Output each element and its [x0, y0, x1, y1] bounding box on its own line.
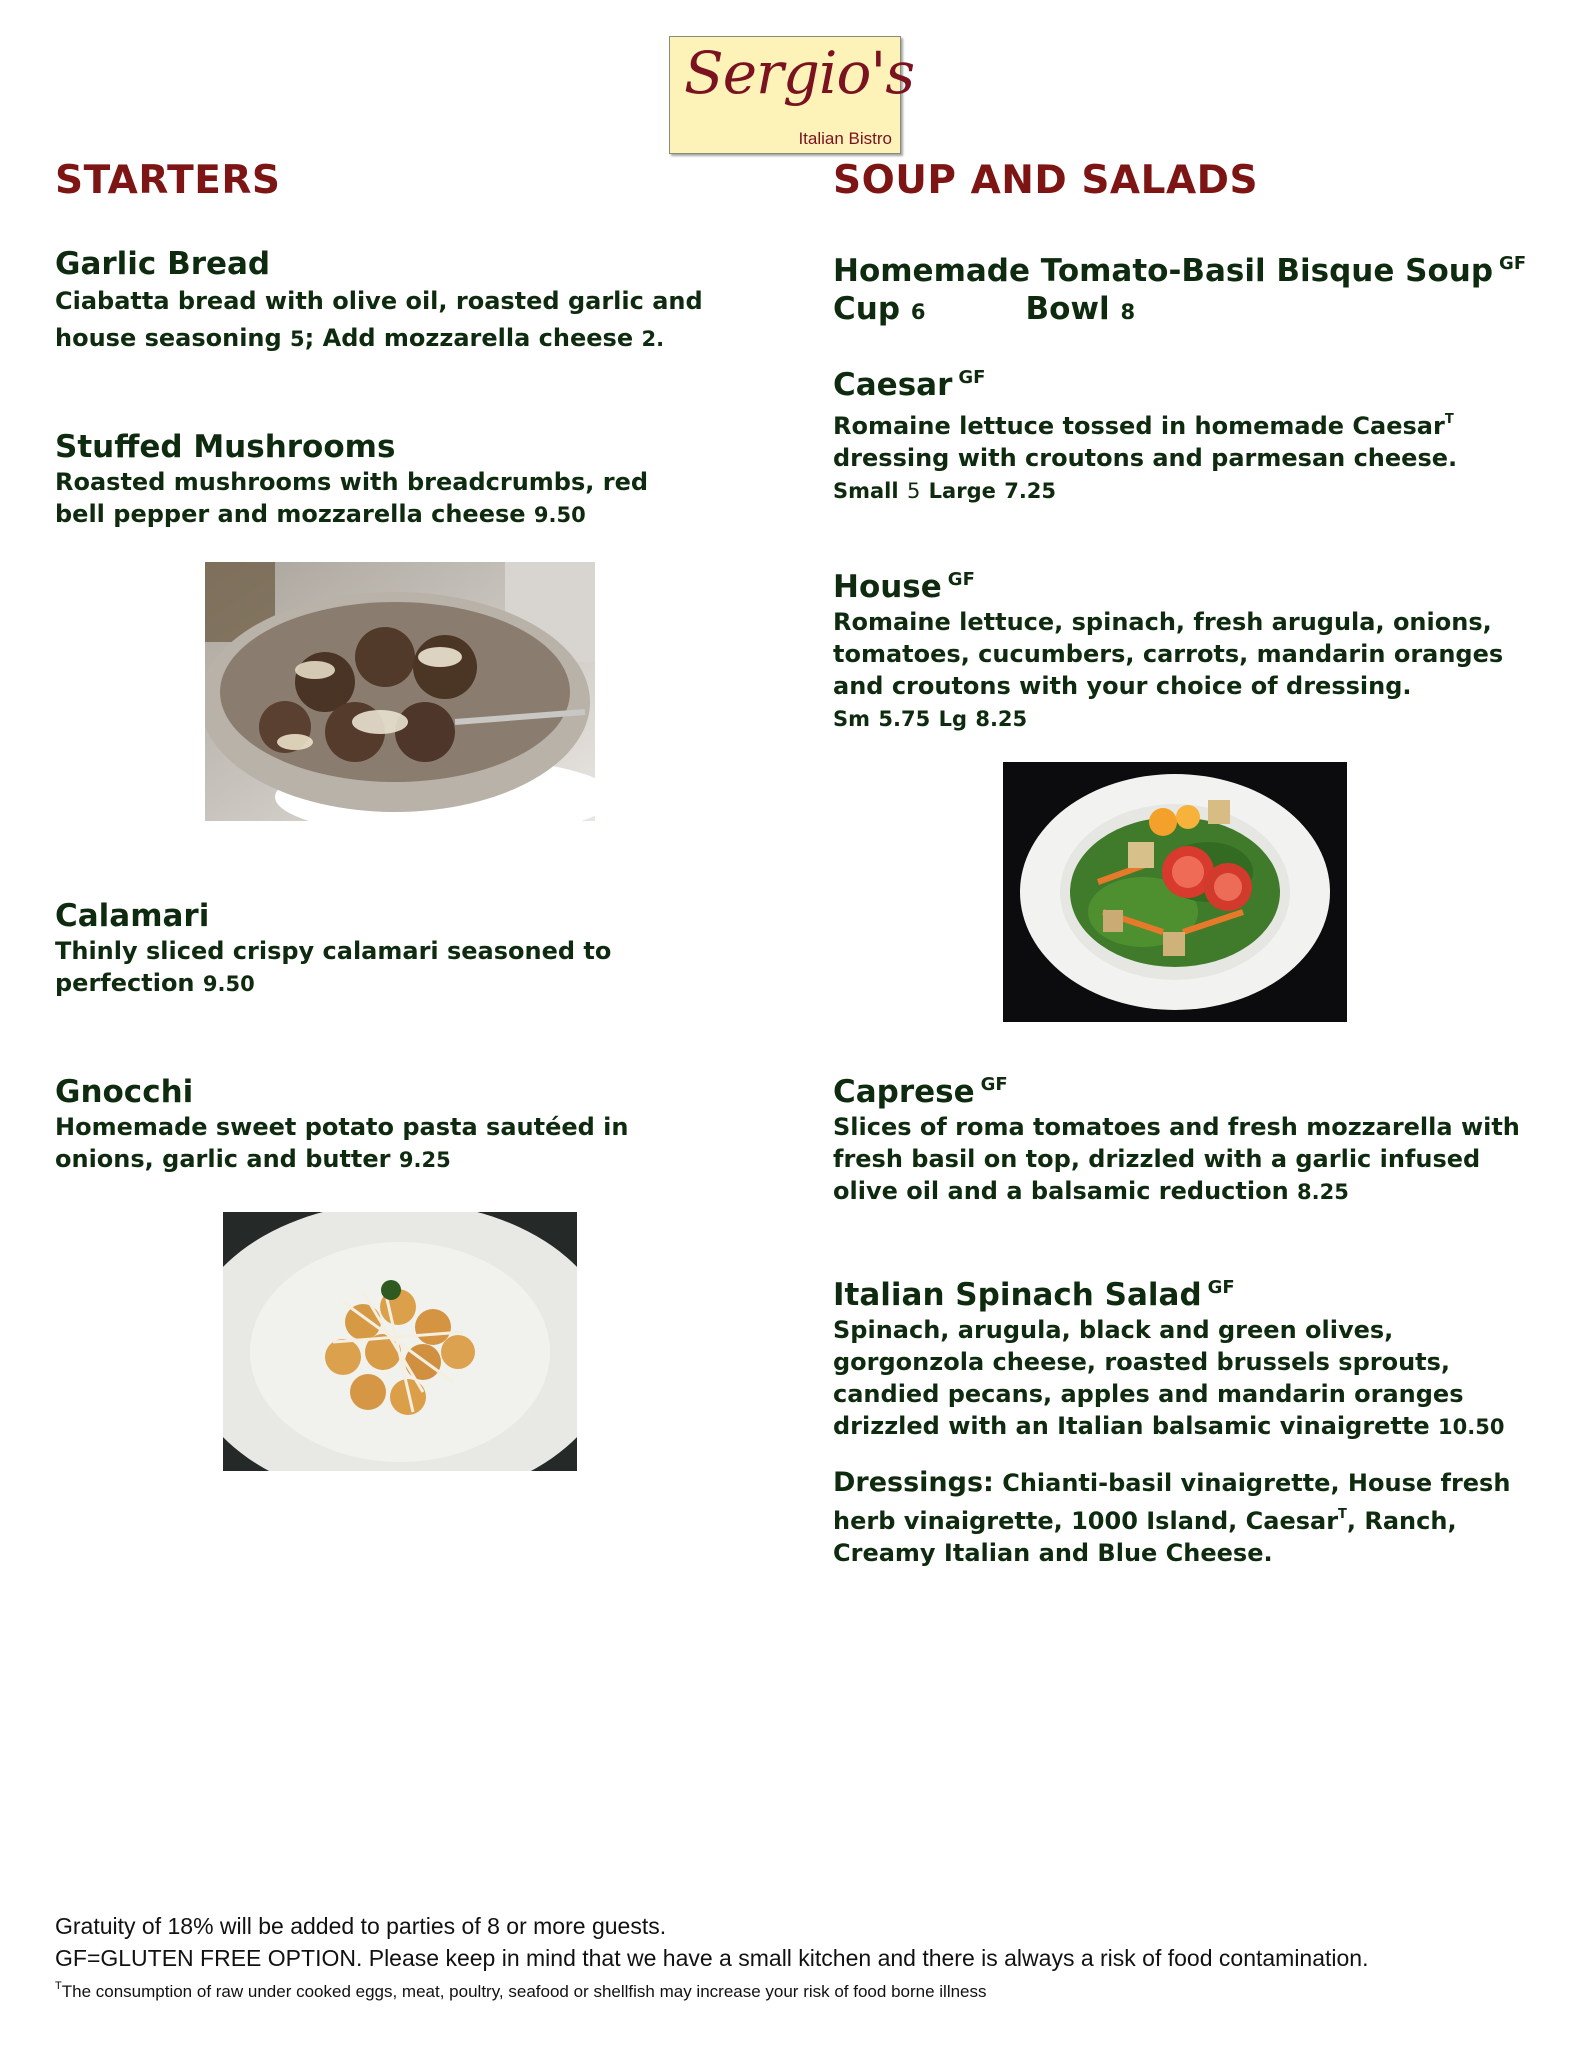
- gratuity-note: Gratuity of 18% will be added to parties of 8 or more guests.: [55, 1913, 667, 1939]
- dressings-options: Chianti-basil vinaigrette, House fresh herb vinaigrette, 1000 Island, Caesar: [833, 1469, 1511, 1535]
- dressings-options-2: , Ranch, Creamy Italian and Blue Cheese.: [833, 1507, 1457, 1567]
- raw-food-warning-text: The consumption of raw under cooked eggs, meat, poultry, seafood or shellfish may increase your risk of food borne illness: [61, 1982, 987, 2001]
- menu-item-garlic-bread: [55, 245, 745, 358]
- item-name: Gnocchi: [55, 1074, 194, 1110]
- stuffed-mushrooms-photo: [205, 562, 595, 821]
- item-name-row: [833, 1269, 1523, 1314]
- footer-notes: [55, 1910, 1535, 2004]
- gf-badge: GF: [1207, 1277, 1235, 1298]
- item-name: Italian Spinach Salad: [833, 1277, 1202, 1313]
- item-name: House: [833, 569, 942, 605]
- item-name-row: [833, 1066, 1523, 1111]
- item-desc-text: Thinly sliced crispy calamari seasoned to perfection: [55, 937, 612, 997]
- item-name: Garlic Bread: [55, 246, 271, 282]
- gf-badge: GF: [980, 1074, 1008, 1095]
- item-addon-price: 2.: [641, 327, 665, 351]
- item-name: Stuffed Mushrooms: [55, 429, 396, 465]
- large-label: Large: [928, 479, 996, 503]
- item-desc-text-2: dressing with croutons and parmesan cheese.: [833, 444, 1458, 472]
- item-desc-text: Homemade sweet potato pasta sautéed in onions, garlic and butter: [55, 1113, 629, 1173]
- logo-script: Sergio's: [684, 39, 915, 107]
- raw-food-marker: T: [55, 1980, 62, 1992]
- item-name-row: [833, 561, 1523, 606]
- menu-item-tomato-basil-bisque: [833, 245, 1527, 331]
- item-name-row: [833, 359, 1523, 404]
- raw-food-marker: T: [1338, 1507, 1347, 1522]
- gf-badge: GF: [1499, 253, 1527, 274]
- dressings-text: [833, 1467, 1523, 1569]
- bowl-label: Bowl: [1025, 291, 1110, 327]
- item-price: 9.50: [533, 503, 586, 527]
- item-desc-addon: ; Add mozzarella cheese: [304, 324, 634, 352]
- item-desc-text: Roasted mushrooms with breadcrumbs, red bell pepper and mozzarella cheese: [55, 468, 649, 528]
- sm-label: Sm: [833, 707, 871, 731]
- item-price: 10.50: [1438, 1415, 1505, 1439]
- item-name: Caprese: [833, 1074, 975, 1110]
- item-desc-text: Ciabatta bread with olive oil, roasted garlic and house seasoning: [55, 287, 703, 352]
- item-price: 9.25: [398, 1148, 451, 1172]
- item-name: Calamari: [55, 898, 210, 934]
- item-price: 8.25: [1297, 1180, 1349, 1204]
- item-price: 5: [290, 327, 305, 351]
- gf-badge: GF: [958, 367, 986, 388]
- item-description: [833, 1314, 1523, 1443]
- bowl-price: 8: [1120, 300, 1136, 324]
- logo-subtitle: Italian Bistro: [798, 129, 892, 148]
- item-price: 9.50: [202, 972, 255, 996]
- house-salad-photo: [1003, 762, 1347, 1022]
- item-name-row: [833, 245, 1527, 290]
- item-desc-text: Romaine lettuce tossed in homemade Caesar: [833, 412, 1445, 440]
- lg-price: 8.25: [975, 707, 1028, 731]
- cup-label: Cup: [833, 291, 901, 327]
- item-desc-text: Romaine lettuce, spinach, fresh arugula, onions, tomatoes, cucumbers, carrots, mandarin oranges and croutons with your choice of dressing.: [833, 608, 1504, 700]
- bisque-sizes: [833, 290, 1523, 331]
- gf-badge: GF: [947, 569, 975, 590]
- dressings-label: Dressings:: [833, 1467, 994, 1498]
- menu-item-house-salad: [833, 561, 1523, 735]
- item-name: Homemade Tomato-Basil Bisque Soup: [833, 253, 1494, 289]
- gluten-free-note: GF=GLUTEN FREE OPTION. Please keep in mind that we have a small kitchen and there is always a risk of food contamination.: [55, 1945, 1369, 1971]
- large-price: 7.25: [1004, 479, 1057, 503]
- menu-item-caprese: [833, 1066, 1523, 1208]
- item-description: [55, 1111, 715, 1176]
- sm-price: 5.75: [878, 707, 931, 731]
- item-name: Caesar: [833, 367, 953, 403]
- cup-price: 6: [910, 300, 926, 324]
- item-description: [833, 606, 1523, 735]
- item-description: [55, 466, 675, 531]
- item-description: [833, 404, 1523, 507]
- lg-label: Lg: [938, 707, 967, 731]
- small-label: Small: [833, 479, 899, 503]
- item-description: [833, 1111, 1533, 1208]
- raw-food-marker: T: [1444, 412, 1454, 427]
- menu-item-gnocchi: [55, 1073, 745, 1176]
- menu-item-calamari: [55, 897, 745, 1000]
- menu-item-italian-spinach-salad: [833, 1269, 1523, 1443]
- item-desc-text: Spinach, arugula, black and green olives, gorgonzola cheese, roasted brussels sprouts, candied pecans, apples and mandarin oranges drizzled with an Italian balsamic vinaigrette: [833, 1316, 1464, 1440]
- dressings-list: [833, 1467, 1523, 1569]
- gnocchi-photo: [223, 1212, 577, 1471]
- menu-item-caesar: [833, 359, 1523, 507]
- item-description: [55, 935, 715, 1000]
- menu-item-stuffed-mushrooms: [55, 428, 745, 531]
- item-description: [55, 283, 745, 358]
- raw-food-warning: [55, 1974, 1535, 2004]
- item-desc-text: Slices of roma tomatoes and fresh mozzarella with fresh basil on top, drizzled with a garlic infused olive oil and a balsamic reduction: [833, 1113, 1520, 1205]
- logo: [669, 36, 915, 154]
- section-title-soup-and-salads: SOUP AND SALADS: [833, 158, 1259, 203]
- section-title-starters: STARTERS: [55, 158, 281, 203]
- small-price: 5: [906, 479, 921, 503]
